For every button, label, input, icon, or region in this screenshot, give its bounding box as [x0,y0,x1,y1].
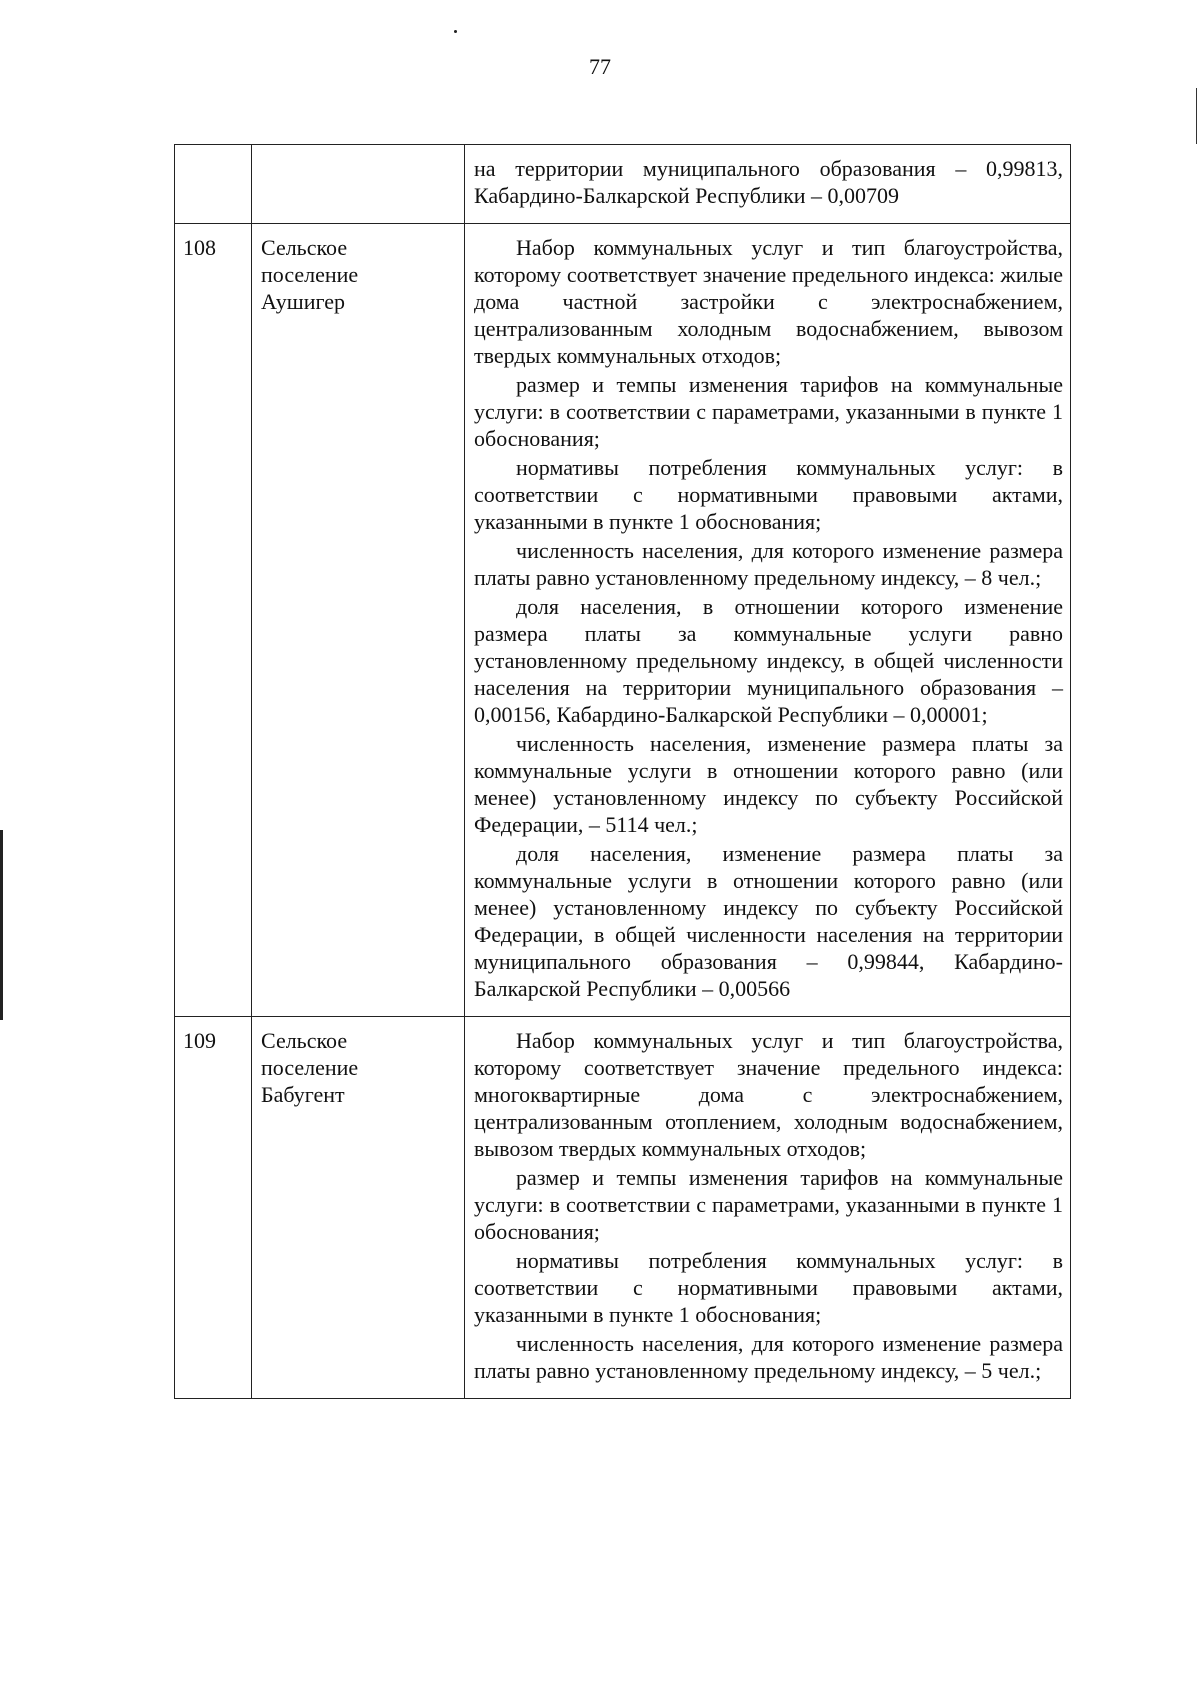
table-row-109 [175,1017,1071,1399]
settlement-name-cell [252,224,465,1017]
description-paragraph: доля населения, изменение размера платы за коммунальные услуги в отношении которого равно (или менее) установленному индексу по субъекту Российской Федерации, в общей численности населения на территории муниципального образования – 0,99844, Кабардино-Балкарской Республики – 0,00566 [474,841,1063,1001]
row-description-cell [465,224,1071,1017]
scan-edge-mark-left [0,830,3,1020]
page-number: 77 [589,54,611,79]
settlement-name-line: Аушигер [261,289,346,314]
settlement-name-cell [252,145,465,224]
row-number-cell: 108 [175,224,252,1017]
settlement-name-line: поселение [261,262,359,287]
description-paragraph: численность населения, для которого изменение размера платы равно установленному предельному индексу, – 5 чел.; [474,1331,1063,1383]
tariff-table [174,144,1071,1399]
settlement-name-line: Сельское [261,1028,348,1053]
table-row-108 [175,224,1071,1017]
description-paragraph: нормативы потребления коммунальных услуг: в соответствии с нормативными правовыми актами, указанными в пункте 1 обоснования; [474,1248,1063,1327]
row-description-cell [465,1017,1071,1399]
description-paragraph: Набор коммунальных услуг и тип благоустройства, которому соответствует значение предельного индекса: жилые дома частной застройки с электроснабжением, централизованным холодным водоснабжением, вывозом твердых коммунальных отходов; [474,235,1063,368]
scan-speck [454,30,457,33]
table-row-continuation [175,145,1071,224]
settlement-name-cell [252,1017,465,1399]
description-paragraph: Набор коммунальных услуг и тип благоустройства, которому соответствует значение предельного индекса: многоквартирные дома с электроснабжением, централизованным отоплением, холодным водоснабжением, вывозом твердых коммунальных отходов; [474,1028,1063,1161]
settlement-name-line: поселение [261,1055,359,1080]
description-paragraph: доля населения, в отношении которого изменение размера платы за коммунальные услуги равно установленному предельному индексу, в общей численности населения на территории муниципального образования – 0,00156, Кабардино-Балкарской Республики – 0,00001; [474,594,1063,727]
description-paragraph: нормативы потребления коммунальных услуг: в соответствии с нормативными правовыми актами, указанными в пункте 1 обоснования; [474,455,1063,534]
description-paragraph: на территории муниципального образования – 0,99813, Кабардино-Балкарской Республики – 0,00709 [474,156,1063,208]
scan-edge-mark-right [1196,88,1197,144]
settlement-name-line: Бабугент [261,1082,345,1107]
row-number-cell: 109 [175,1017,252,1399]
row-number-cell [175,145,252,224]
row-description-cell [465,145,1071,224]
settlement-name-line: Сельское [261,235,348,260]
description-paragraph: численность населения, изменение размера платы за коммунальные услуги в отношении которого равно (или менее) установленному индексу по субъекту Российской Федерации, – 5114 чел.; [474,731,1063,837]
description-paragraph: размер и темпы изменения тарифов на коммунальные услуги: в соответствии с параметрами, указанными в пункте 1 обоснования; [474,372,1063,451]
description-paragraph: размер и темпы изменения тарифов на коммунальные услуги: в соответствии с параметрами, указанными в пункте 1 обоснования; [474,1165,1063,1244]
description-paragraph: численность населения, для которого изменение размера платы равно установленному предельному индексу, – 8 чел.; [474,538,1063,590]
